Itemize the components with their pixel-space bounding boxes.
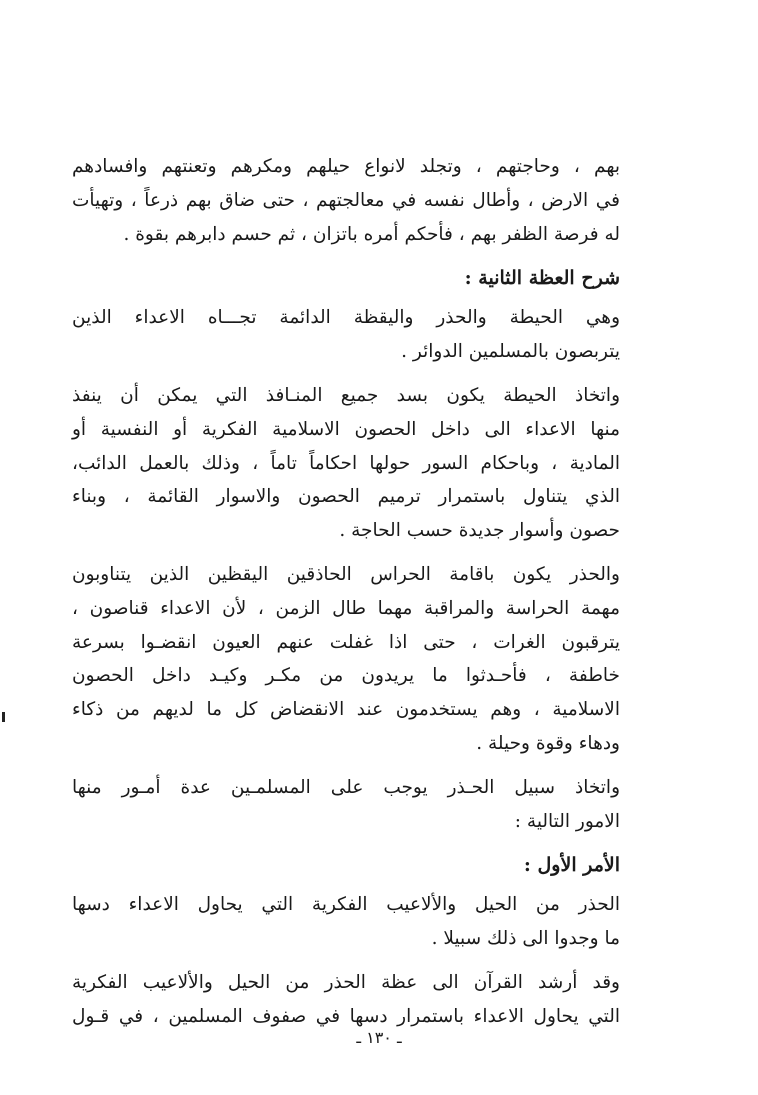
text-line: واتخاذ سبيل الحـذر يوجب على المسلمـين عدة أمـور منها (72, 776, 620, 798)
text-line: منها الاعداء الى داخل الحصون الاسلامية الفكرية أو النفسية أو (72, 418, 620, 440)
section-heading-second-lesson: شرح العظة الثانية : (464, 267, 620, 290)
paragraph-quran-guidance (72, 966, 620, 1034)
margin-mark (2, 712, 5, 722)
paragraph-caution-requirements (72, 771, 620, 839)
paragraph-first-matter (72, 888, 620, 956)
text-line: التي يحاول الاعداء باستمرار دسها في صفوف المسلمين ، في قـول (72, 1005, 620, 1027)
text-line: يتربصون بالمسلمين الدوائر . (401, 341, 620, 363)
paragraph-guards (72, 558, 620, 761)
text-line: المادية ، وباحكام السور حولها احكاماً تاماً ، وذلك بالعمل الدائب، (72, 452, 620, 474)
text-line: في الارض ، وأطال نفسه في معالجتهم ، حتى ضاق بهم ذرعاً ، وتهيأت (72, 189, 620, 211)
text-line: ما وجدوا الى ذلك سبيلا . (431, 928, 620, 950)
text-line: والحذر يكون باقامة الحراس الحاذقين اليقظين الذين يتناوبون (72, 563, 620, 585)
text-line: خاطفة ، فأحـدثوا ما يريدون من مكـر وكيـد داخل الحصون (72, 665, 620, 687)
text-line: له فرصة الظفر بهم ، فأحكم أمره باتزان ، ثم حسم دابرهم بقوة . (123, 223, 620, 245)
text-line: الاسلامية ، وهم يستخدمون عند الانقضاض كل ما لديهم من ذكاء (72, 699, 620, 721)
intro-paragraph (72, 150, 620, 251)
text-line: الذي يتناول باستمرار ترميم الحصون والاسوار القائمة ، وبناء (72, 486, 620, 508)
text-line: بهم ، وحاجتهم ، وتجلد لانواع حيلهم ومكرهم وتعنتهم وافسادهم (72, 156, 620, 177)
text-line: الحذر من الحيل والألاعيب الفكرية التي يحاول الاعداء دسها (72, 894, 620, 916)
paragraph-precaution (72, 379, 620, 548)
text-line: ودهاء وقوة وحيلة . (476, 732, 620, 754)
section-heading-first-matter: الأمر الأول : (523, 854, 620, 877)
page-number: ـ ١٣٠ ـ (356, 1028, 402, 1047)
text-line: مهمة الحراسة والمراقبة مهما طال الزمن ، لأن الاعداء قناصون ، (72, 597, 620, 619)
page-body (72, 150, 620, 1044)
text-line: يترقبون الغرات ، حتى اذا غفلت عنهم العيون انقضـوا بسرعة (72, 631, 620, 653)
text-line: وهي الحيطة والحذر واليقظة الدائمة تجـــاه الاعداء الذين (72, 307, 620, 329)
text-line: حصون وأسوار جديدة حسب الحاجة . (339, 520, 620, 542)
text-line: الامور التالية : (514, 810, 620, 832)
text-line: وقد أرشد القرآن الى عظة الحذر من الحيل والألاعيب الفكرية (72, 971, 620, 993)
text-line: واتخاذ الحيطة يكون بسد جميع المنـافذ التي يمكن أن ينفذ (72, 384, 620, 406)
paragraph-vigilance (72, 301, 620, 369)
